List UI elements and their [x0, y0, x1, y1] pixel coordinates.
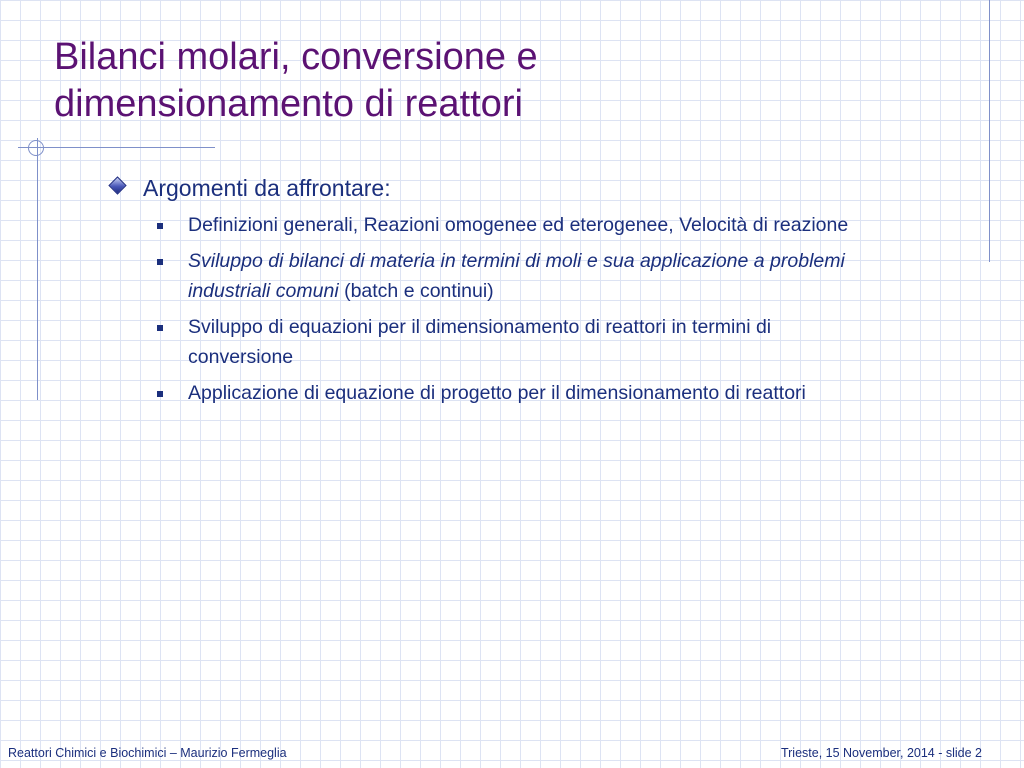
sub-bullet-item — [106, 378, 858, 408]
square-icon — [157, 325, 163, 331]
decorative-title-underline — [18, 147, 215, 148]
square-icon — [157, 259, 163, 265]
diamond-icon — [108, 176, 126, 194]
sub-bullet-text: Definizioni generali, Reazioni omogenee ed eterogenee, Velocità di reazione — [188, 214, 849, 236]
decorative-circle — [28, 140, 44, 156]
sub-bullet-item — [106, 312, 858, 372]
decorative-vertical-line-left — [37, 138, 38, 400]
slide-title — [54, 34, 954, 128]
square-icon — [157, 223, 163, 229]
sub-bullet-italic-text: Sviluppo di bilanci di materia in termini di moli e sua applicazione a problemi industriali comuni — [188, 250, 845, 302]
sub-bullet-text: (batch e continui) — [338, 280, 494, 302]
decorative-vertical-line-right — [989, 0, 990, 262]
sub-bullet-item — [106, 210, 858, 240]
title-line-1: Bilanci molari, conversione e — [54, 36, 538, 78]
main-bullet — [106, 172, 966, 204]
footer-right: Trieste, 15 November, 2014 - slide 2 — [780, 746, 982, 760]
title-line-2: dimensionamento di reattori — [54, 83, 523, 125]
square-icon — [157, 391, 163, 397]
footer-left: Reattori Chimici e Biochimici – Maurizio Fermeglia — [8, 746, 287, 760]
sub-bullet-list — [106, 210, 966, 408]
sub-bullet-text: Applicazione di equazione di progetto per il dimensionamento di reattori — [188, 382, 806, 404]
sub-bullet-item — [106, 246, 858, 306]
sub-bullet-text: Sviluppo di equazioni per il dimensionamento di reattori in termini di conversione — [188, 316, 772, 368]
slide-content — [106, 172, 966, 414]
main-bullet-text: Argomenti da affrontare: — [143, 175, 391, 201]
